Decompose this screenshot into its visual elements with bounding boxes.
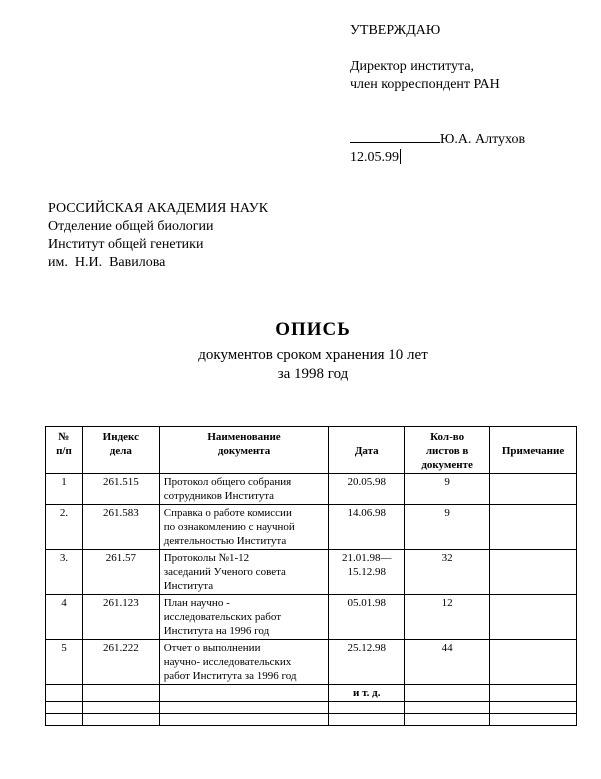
cell-index: 261.222 — [82, 640, 159, 685]
signer-name: Ю.А. Алтухов — [440, 132, 526, 147]
table-row — [46, 474, 577, 505]
text-cursor — [400, 149, 401, 164]
cell-sheets: 32 — [405, 550, 490, 595]
cell-num: 3. — [46, 550, 83, 595]
cell-name: Протоколы №1-12 заседаний Ученого совета Института — [159, 550, 329, 595]
empty-cell — [490, 702, 577, 714]
cell-note — [490, 595, 577, 640]
cell-date: 25.12.98 — [329, 640, 405, 685]
document-subtitle — [0, 346, 601, 384]
table-row — [46, 550, 577, 595]
empty-cell — [46, 702, 83, 714]
header-note: Примечание — [490, 427, 577, 474]
header-sheets: Кол-во листов в документе — [405, 427, 490, 474]
cell-sheets: 9 — [405, 474, 490, 505]
cell-index: 261.57 — [82, 550, 159, 595]
header-date: Дата — [329, 427, 405, 474]
empty-cell — [405, 714, 490, 726]
header-num: № п/п — [46, 427, 83, 474]
empty-cell — [159, 685, 329, 702]
subtitle-line-1: документов сроком хранения 10 лет — [198, 347, 428, 363]
cell-name: Справка о работе комиссии по ознакомлению с научной деятельностью Института — [159, 505, 329, 550]
table-header-row — [46, 427, 577, 474]
approval-block — [350, 22, 525, 167]
subtitle-line-2: за 1998 год — [277, 366, 349, 382]
signature-row — [350, 130, 525, 149]
cell-date: 21.01.98— 15.12.98 — [329, 550, 405, 595]
cell-name: Отчет о выполнении научно- исследовательских работ Института за 1996 год — [159, 640, 329, 685]
approval-date-row — [350, 149, 525, 167]
cell-name: Протокол общего собрания сотрудников Института — [159, 474, 329, 505]
empty-cell — [159, 714, 329, 726]
cell-index: 261.583 — [82, 505, 159, 550]
cell-num: 5 — [46, 640, 83, 685]
empty-cell — [82, 702, 159, 714]
cell-note — [490, 640, 577, 685]
etc-cell: и т. д. — [329, 685, 405, 702]
document-title: ОПИСЬ — [275, 319, 351, 340]
empty-cell — [405, 702, 490, 714]
empty-cell — [405, 685, 490, 702]
table-row — [46, 595, 577, 640]
cell-num: 1 — [46, 474, 83, 505]
cell-date: 05.01.98 — [329, 595, 405, 640]
empty-cell — [46, 714, 83, 726]
org-line-1: РОССИЙСКАЯ АКАДЕМИЯ НАУК — [48, 201, 269, 216]
empty-cell — [82, 685, 159, 702]
approver-position: Директор института, — [350, 59, 475, 74]
signature-line — [350, 130, 440, 143]
org-line-3: Институт общей генетики — [48, 237, 204, 252]
empty-cell — [159, 702, 329, 714]
cell-note — [490, 505, 577, 550]
table-row-blank — [46, 702, 577, 714]
cell-date: 14.06.98 — [329, 505, 405, 550]
empty-cell — [329, 702, 405, 714]
organization-block — [48, 200, 268, 272]
cell-note — [490, 474, 577, 505]
cell-note — [490, 550, 577, 595]
approval-date: 12.05.99 — [350, 150, 399, 165]
cell-sheets: 12 — [405, 595, 490, 640]
empty-cell — [46, 685, 83, 702]
cell-name: План научно - исследовательских работ Института на 1996 год — [159, 595, 329, 640]
cell-index: 261.123 — [82, 595, 159, 640]
org-line-4: им. Н.И. Вавилова — [48, 255, 166, 270]
inventory-table — [45, 426, 577, 726]
cell-num: 4 — [46, 595, 83, 640]
table-row — [46, 640, 577, 685]
table-row — [46, 505, 577, 550]
empty-cell — [490, 714, 577, 726]
cell-index: 261.515 — [82, 474, 159, 505]
empty-cell — [490, 685, 577, 702]
cell-sheets: 44 — [405, 640, 490, 685]
table-row-blank — [46, 714, 577, 726]
org-line-2: Отделение общей биологии — [48, 219, 214, 234]
cell-sheets: 9 — [405, 505, 490, 550]
header-index: Индекс дела — [82, 427, 159, 474]
empty-cell — [82, 714, 159, 726]
table-row-etc — [46, 685, 577, 702]
approval-heading: УТВЕРЖДАЮ — [350, 23, 441, 38]
cell-date: 20.05.98 — [329, 474, 405, 505]
empty-cell — [329, 714, 405, 726]
cell-num: 2. — [46, 505, 83, 550]
header-name: Наименование документа — [159, 427, 329, 474]
approver-position-2: член корреспондент РАН — [350, 77, 500, 92]
